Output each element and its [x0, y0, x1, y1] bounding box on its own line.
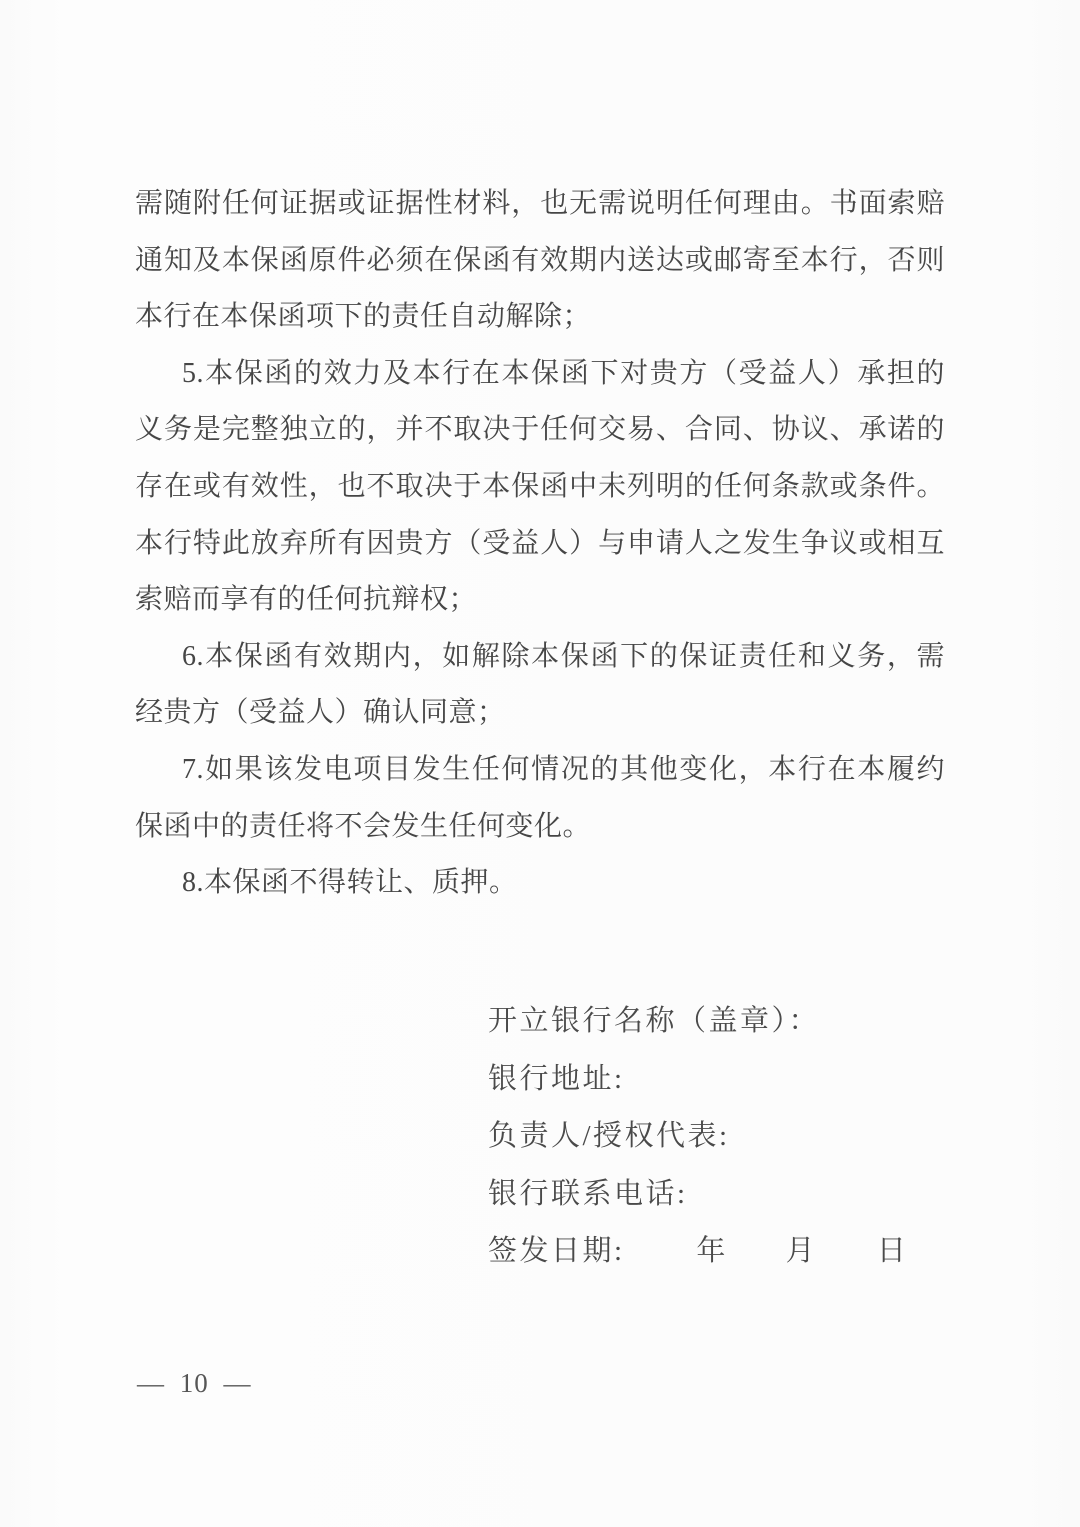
signature-line-bank-address: 银行地址: — [488, 1062, 625, 1095]
issue-date-label: 签发日期: — [488, 1235, 625, 1267]
body-line: 本行在本保函项下的责任自动解除； — [135, 301, 592, 333]
body-line: 通知及本保函原件必须在保函有效期内送达或邮寄至本行，否则 — [135, 244, 945, 276]
body-line: 保函中的责任将不会发生任何变化。 — [135, 810, 592, 842]
body-line-clause-5: 5.本保函的效力及本行在本保函下对贵方（受益人）承担的 — [182, 357, 945, 389]
body-line: 经贵方（受益人）确认同意； — [135, 697, 506, 729]
signature-block — [488, 993, 908, 1281]
page-number: — 10 — — [137, 1368, 252, 1398]
day-label: 日 — [876, 1235, 909, 1267]
month-label: 月 — [785, 1235, 818, 1267]
document-body — [135, 176, 945, 912]
page-footer — [137, 1367, 252, 1399]
signature-line-representative: 负责人/授权代表: — [488, 1120, 730, 1152]
body-line-clause-8: 8.本保函不得转让、质押。 — [182, 867, 518, 899]
signature-line-issue-date — [488, 1223, 908, 1281]
body-line: 索赔而享有的任何抗辩权； — [135, 584, 478, 616]
body-line: 义务是完整独立的，并不取决于任何交易、合同、协议、承诺的 — [135, 414, 945, 446]
body-line-clause-6: 6.本保函有效期内，如解除本保函下的保证责任和义务，需 — [182, 640, 945, 672]
body-line-clause-7: 7.如果该发电项目发生任何情况的其他变化，本行在本履约 — [182, 753, 945, 785]
body-line: 存在或有效性，也不取决于本保函中未列明的任何条款或条件。 — [135, 470, 945, 502]
year-label: 年 — [696, 1235, 728, 1267]
signature-line-bank-name: 开立银行名称（盖章）： — [488, 1005, 821, 1037]
body-line: 本行特此放弃所有因贵方（受益人）与申请人之发生争议或相互 — [135, 527, 945, 559]
signature-line-phone: 银行联系电话: — [488, 1177, 688, 1210]
body-line: 需随附任何证据或证据性材料，也无需说明任何理由。书面索赔 — [135, 188, 945, 219]
